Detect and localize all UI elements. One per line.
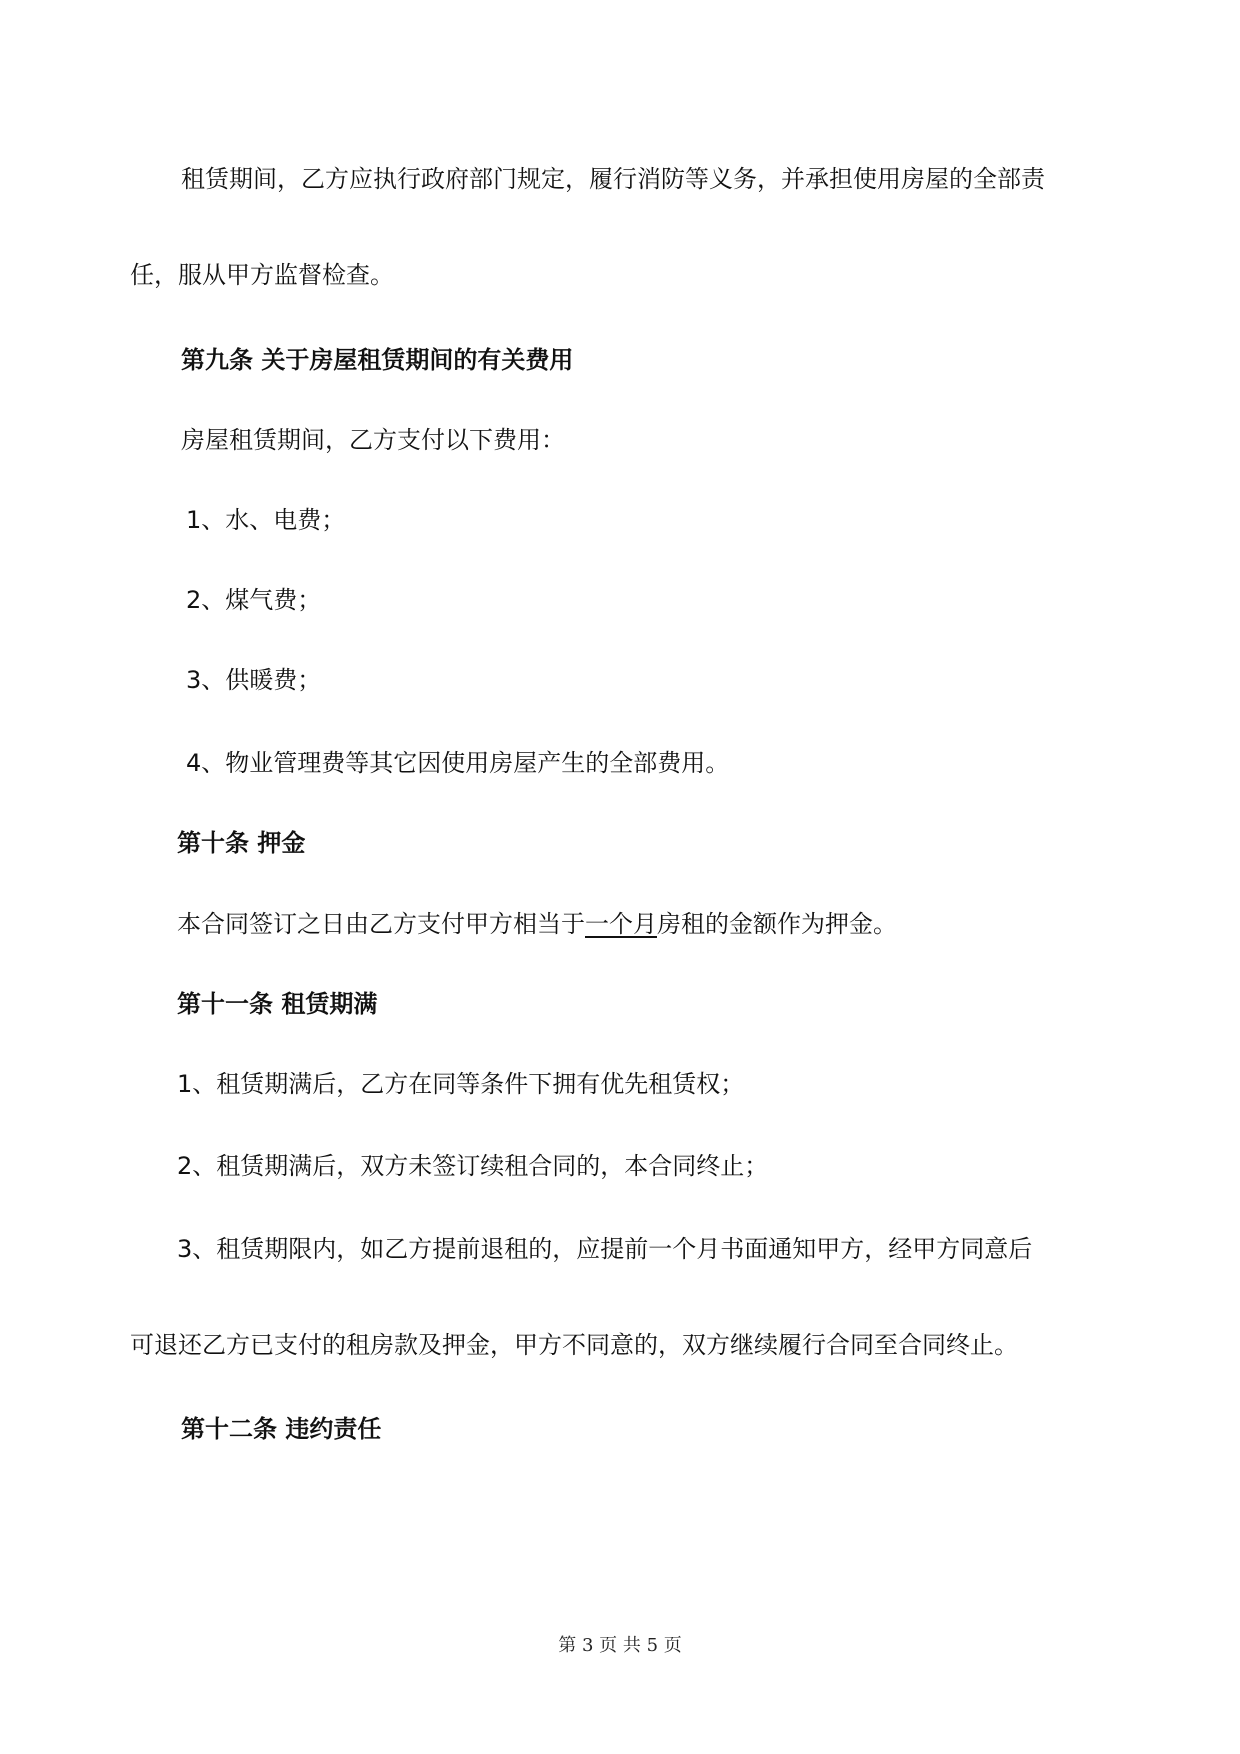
clause10-paragraph [177,908,897,940]
clause11-item-2: 2、租赁期满后，双方未签订续租合同的，本合同终止； [177,1152,769,1180]
clause10-text-after: 房租的金额作为押金。 [657,910,897,938]
clause8-paragraph-line2: 任，服从甲方监督检查。 [130,261,394,289]
clause9-heading: 第九条 关于房屋租赁期间的有关费用 [181,346,574,374]
clause11-item-3-line1: 3、租赁期限内，如乙方提前退租的，应提前一个月书面通知甲方，经甲方同意后 [177,1235,1033,1263]
clause9-item-3: 3、供暖费； [186,666,322,694]
clause10-deposit-amount: 一个月 [585,910,657,938]
clause10-heading: 第十条 押金 [177,829,306,857]
clause11-item-3-line2: 可退还乙方已支付的租房款及押金，甲方不同意的，双方继续履行合同至合同终止。 [130,1331,1018,1359]
clause9-item-4: 4、物业管理费等其它因使用房屋产生的全部费用。 [186,749,730,777]
clause9-item-1: 1、水、电费； [186,506,346,534]
clause8-paragraph-line1: 租赁期间，乙方应执行政府部门规定，履行消防等义务，并承担使用房屋的全部责 [181,165,1045,193]
clause9-item-2: 2、煤气费； [186,586,322,614]
clause9-intro: 房屋租赁期间，乙方支付以下费用： [181,426,565,454]
clause10-text-before: 本合同签订之日由乙方支付甲方相当于 [177,910,585,938]
clause11-item-1: 1、租赁期满后，乙方在同等条件下拥有优先租赁权； [177,1070,745,1098]
clause12-heading: 第十二条 违约责任 [181,1415,382,1443]
clause11-heading: 第十一条 租赁期满 [177,990,378,1018]
page-number-footer: 第 3 页 共 5 页 [558,1635,682,1656]
